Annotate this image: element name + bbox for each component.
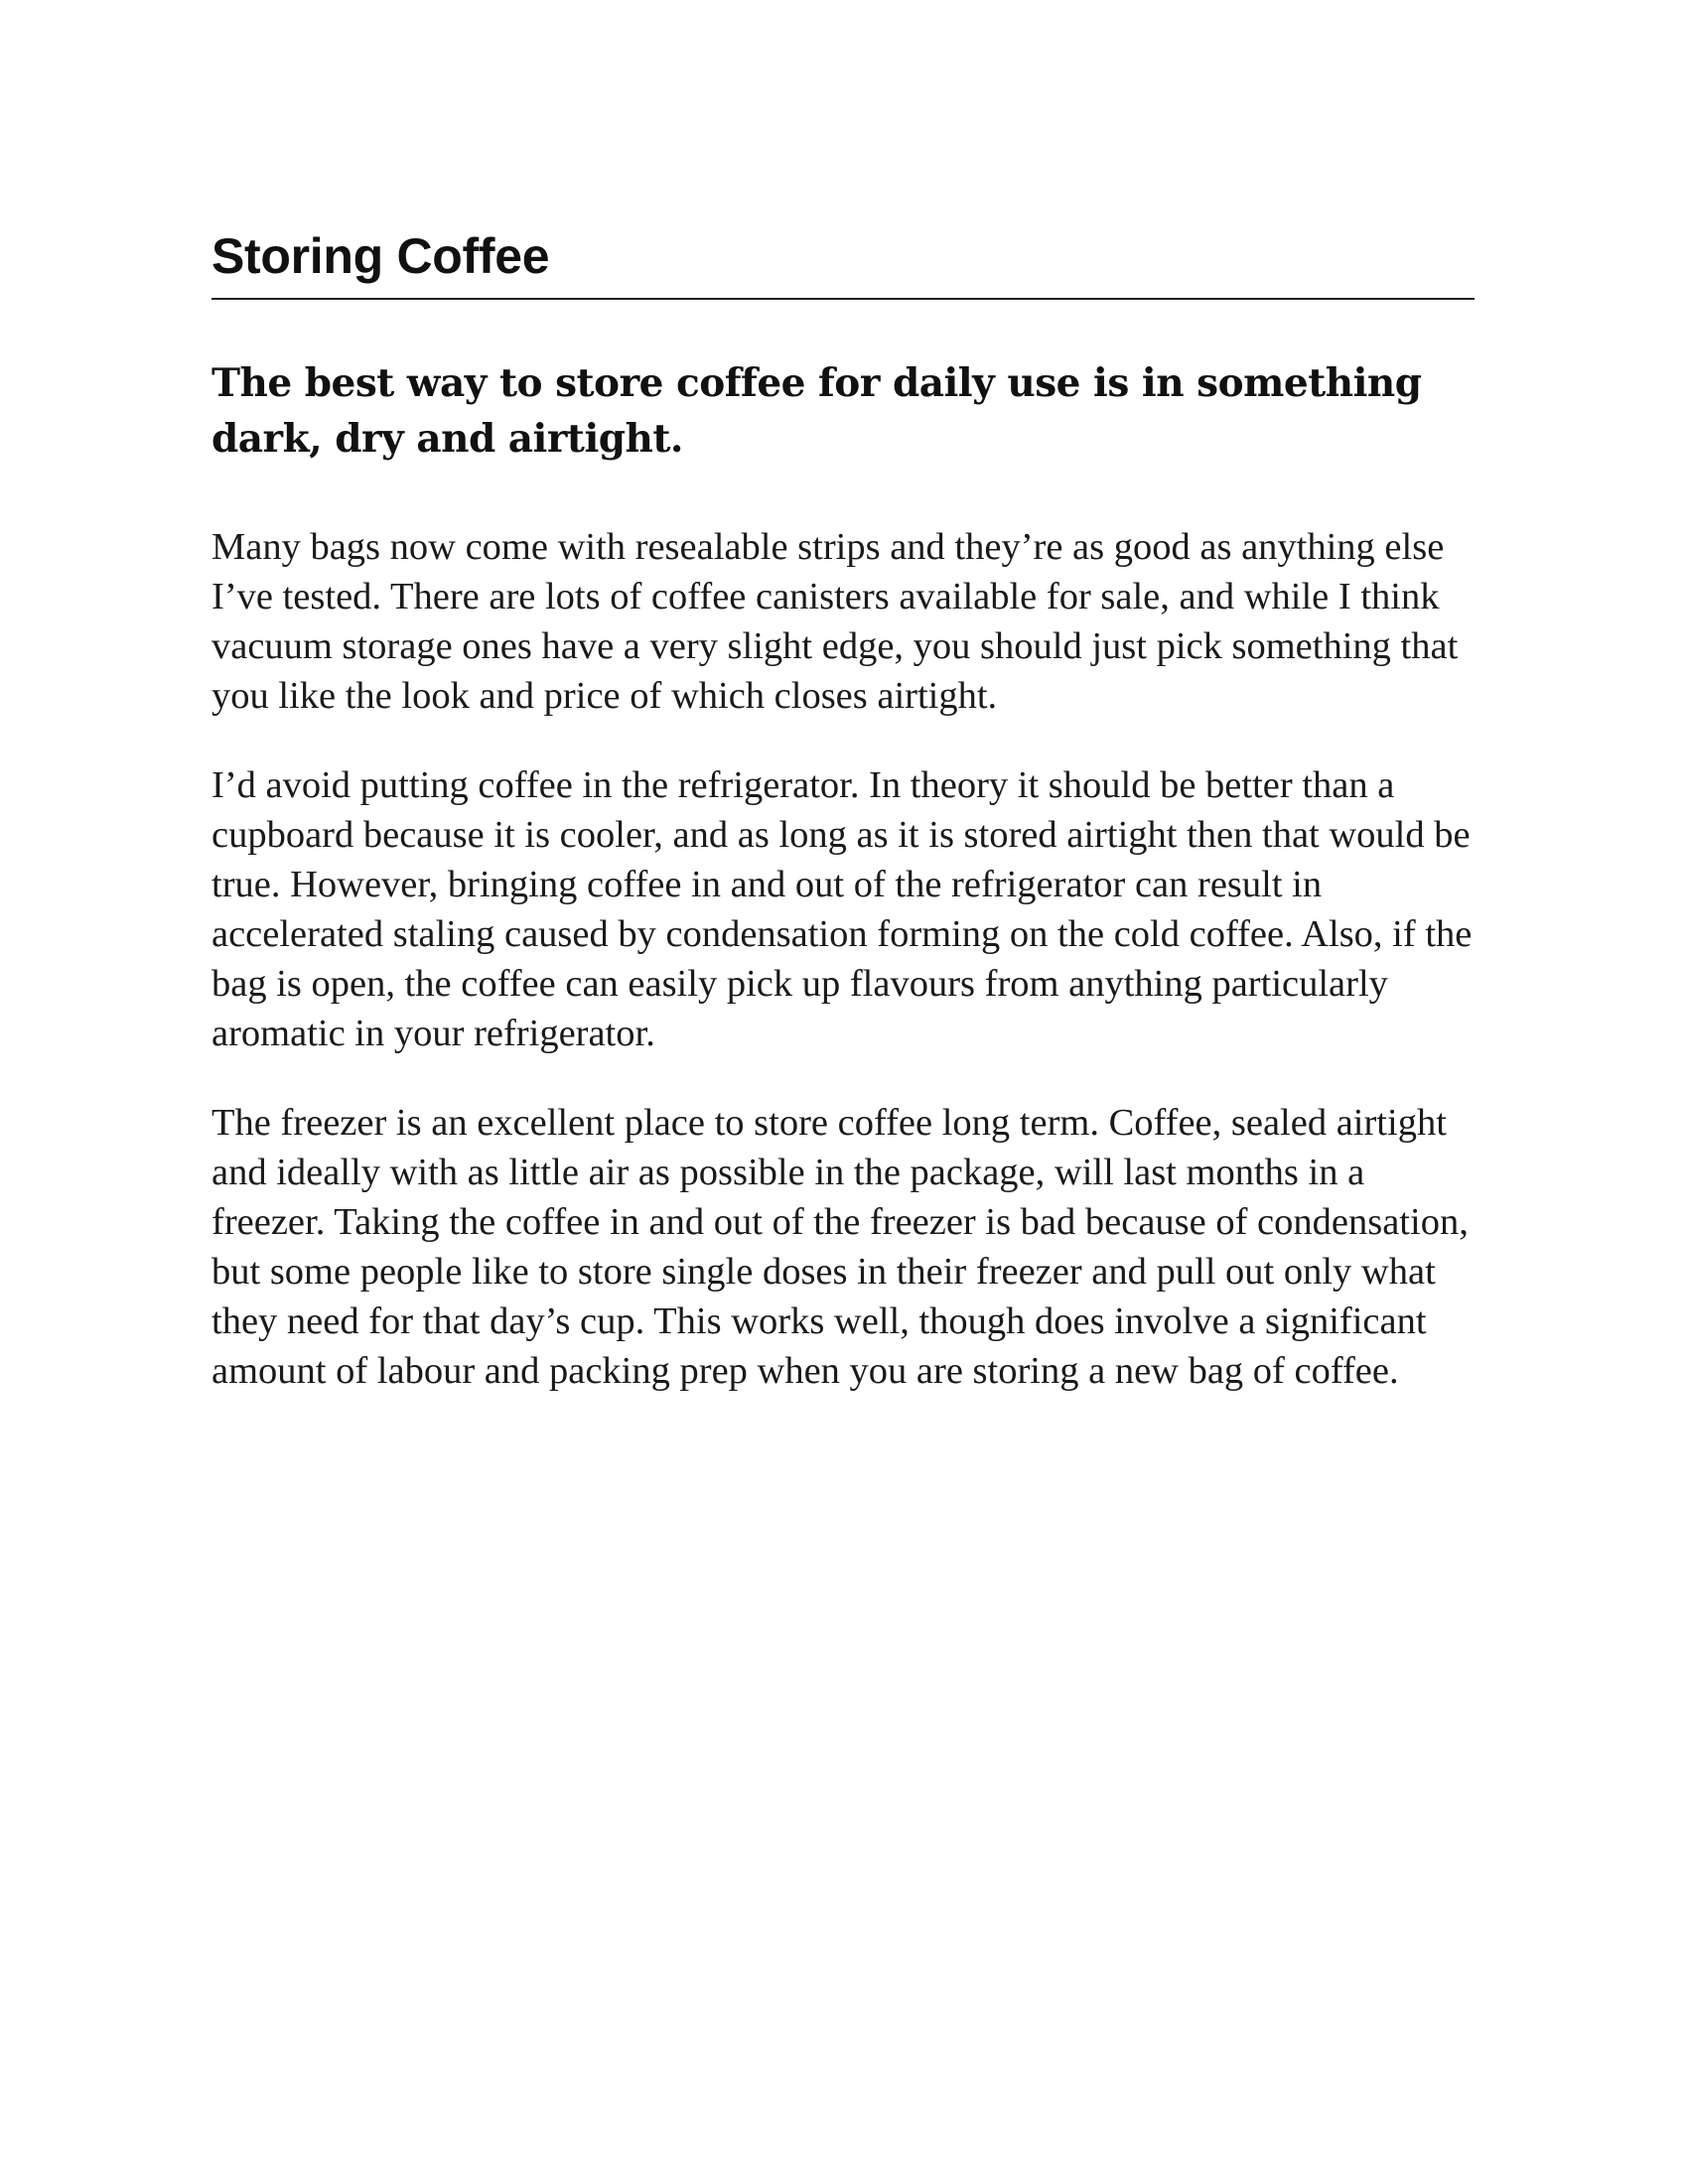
document-page — [211, 228, 1475, 1396]
title-divider — [211, 298, 1475, 300]
section-title: Storing Coffee — [211, 228, 550, 284]
body-paragraph-refrigerator: I’d avoid putting coffee in the refrigerator. In theory it should be better than a cupboard because it is cooler, and as long as it is stored airtight then that would be true. However, bringing coffee in and out of the refrigerator can result in accelerated staling caused by condensation forming on the cold coffee. Also, if the bag is open, the coffee can easily pick up flavours from anything particularly aromatic in your refrigerator. — [211, 764, 1473, 1054]
body-paragraph-freezer: The freezer is an excellent place to store coffee long term. Coffee, sealed airtight and ideally with as little air as possible in the package, will last months in a freezer. Taking the coffee in and out of the freezer is bad because of condensation, but some people like to store single doses in their freezer and pull out only what they need for that day’s cup. This works well, though does involve a significant amount of labour and packing prep when you are storing a new bag of coffee. — [211, 1102, 1469, 1392]
lead-paragraph: The best way to store coffee for daily use is in something dark, dry and airtight. — [211, 360, 1422, 462]
body-paragraph-storage-containers: Many bags now come with resealable strips and they’re as good as anything else I’ve tested. There are lots of coffee canisters available for sale, and while I think vacuum storage ones have a very slight edge, you should just pick something that you like the look and price of which closes airtight. — [211, 526, 1459, 717]
